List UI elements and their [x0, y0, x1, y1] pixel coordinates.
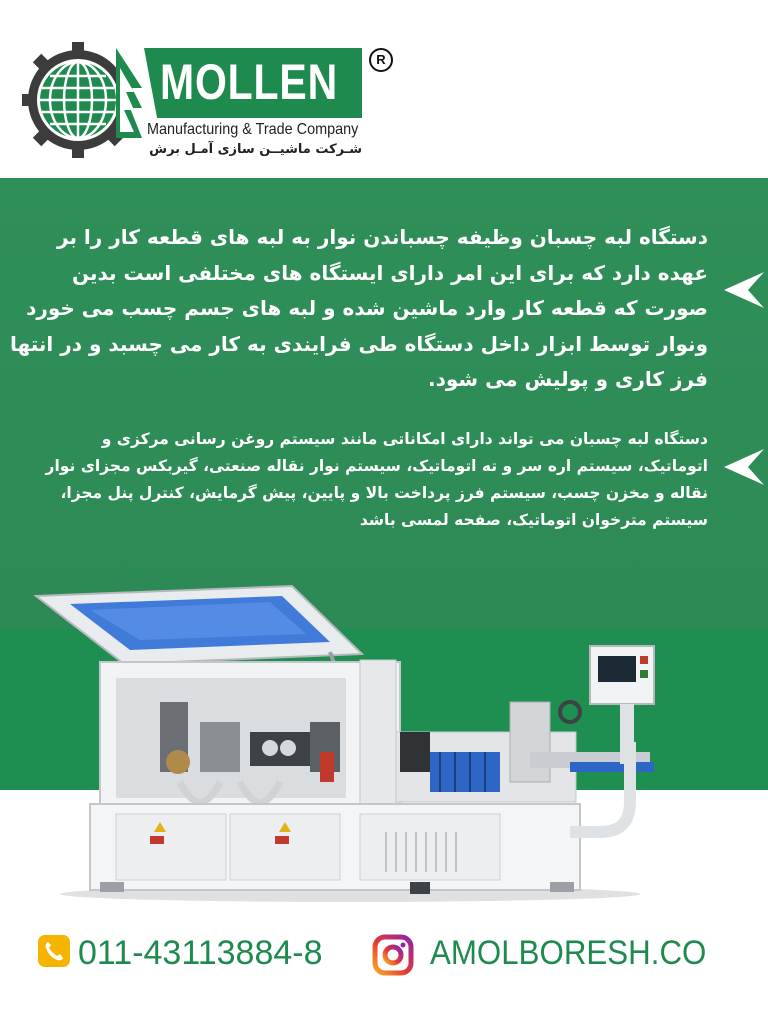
paragraph-features: دستگاه لبه چسبان می تواند دارای امکاناتی مانند سیستم روغن رسانی مرکزی و اتوماتیک، سیستم اره سر و ته اتوماتیک، سیستم نوار نقاله صنعتی، گیربکس مجزای نوار نقاله و مخزن چسب، سیستم فرز پرداخت بالا و پایین، پیش گرمایش، کنترل پنل مجزا، سیستم مترخوان اتوماتیک، صفحه لمسی باشد: [45, 430, 708, 529]
header: [0, 0, 768, 178]
edge-banding-machine-illustration: [30, 582, 660, 902]
tagline-persian: شـرکت ماشیــن سازی آمـل برش: [149, 142, 362, 157]
phone-icon: [38, 935, 70, 967]
phone-number[interactable]: 011-43113884-8: [78, 934, 323, 972]
globe-gear-tree-icon: [20, 38, 142, 160]
chevron-left-icon: [722, 268, 766, 312]
brand-name: MOLLEN: [160, 54, 339, 110]
paragraph-description: دستگاه لبه چسبان وظیفه چسباندن نوار به لبه های قطعه کار را بر عهده دارد که برای این امر دارای ایستگاه های مختلفی است بدین صورت که قطعه کار وارد ماشین شده و لبه های جسم چسب می خورد ونوار توسط ابزار داخل دستگاه طی فرایندی به کار می چسبد و در انتها فرز کاری و پولیش می شود.: [10, 225, 708, 391]
website-handle[interactable]: AMOLBORESH.CO: [430, 934, 707, 972]
registered-mark: R: [369, 48, 393, 72]
tagline-english: Manufacturing & Trade Company: [147, 121, 359, 138]
chevron-left-icon: [722, 445, 766, 489]
instagram-icon[interactable]: [372, 934, 414, 976]
